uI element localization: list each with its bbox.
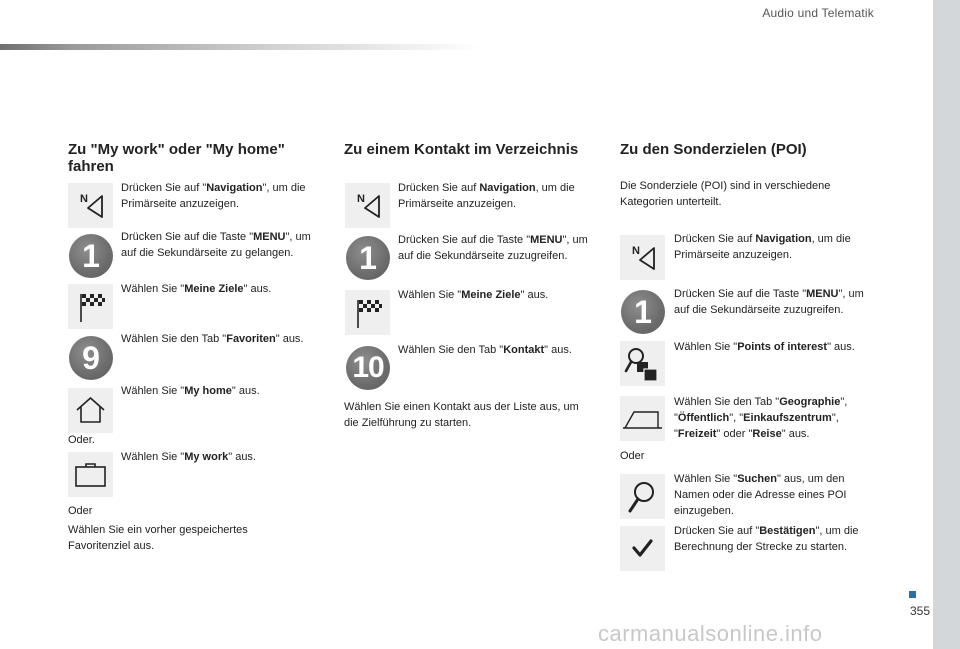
col1-final-text: Wählen Sie ein vorher gespeichertes Favoritenziel aus. xyxy=(68,524,248,552)
col2-step3: Wählen Sie "Meine Ziele" aus. xyxy=(398,289,549,301)
col2-step4: Wählen Sie den Tab "Kontakt" aus. xyxy=(398,344,572,356)
step-number-badge: 10 xyxy=(346,346,390,390)
navigation-icon xyxy=(68,183,113,228)
col3-intro: Die Sonderziele (POI) sind in verschiedene Kategorien unterteilt. xyxy=(620,180,831,208)
watermark-text: carmanualsonline.info xyxy=(598,621,823,646)
col3-step1: Drücken Sie auf Navigation, um die Primärseite anzuzeigen. xyxy=(674,233,851,261)
checkered-flag-icon xyxy=(345,290,390,335)
col1-step3: Wählen Sie "Meine Ziele" aus. xyxy=(121,283,272,295)
step-number-badge: 9 xyxy=(69,336,113,380)
page-edge-strip xyxy=(933,0,960,649)
col1-step2: Drücken Sie auf die Taste "MENU", um auf die Sekundärseite zu gelangen. xyxy=(121,231,311,259)
checkmark-icon xyxy=(620,526,665,571)
col2-title: Zu einem Kontakt im Verzeichnis xyxy=(344,141,579,158)
col2-final-text: Wählen Sie einen Kontakt aus der Liste aus, um die Zielführung zu starten. xyxy=(344,401,579,429)
col1-step6: Wählen Sie "My work" aus. xyxy=(121,451,256,463)
col3-step5: Wählen Sie "Suchen" aus, um den Namen oder die Adresse eines POI einzugeben. xyxy=(674,473,847,517)
col3-oder: Oder xyxy=(620,450,645,462)
col1-step4: Wählen Sie den Tab "Favoriten" aus. xyxy=(121,333,304,345)
col2-step2: Drücken Sie auf die Taste "MENU", um auf die Sekundärseite zuzugreifen. xyxy=(398,234,588,262)
col2-step1: Drücken Sie auf Navigation, um die Primärseite anzuzeigen. xyxy=(398,182,575,210)
step-number-badge: 1 xyxy=(621,290,665,334)
svg-text:N: N xyxy=(357,193,365,205)
step-number-badge: 1 xyxy=(346,236,390,280)
col1-step5: Wählen Sie "My home" aus. xyxy=(121,385,260,397)
svg-text:N: N xyxy=(632,245,640,257)
col1-oder-1: Oder. xyxy=(68,434,95,446)
home-icon xyxy=(68,388,113,433)
col3-title: Zu den Sonderzielen (POI) xyxy=(620,141,807,158)
navigation-icon xyxy=(345,183,390,228)
navigation-icon xyxy=(620,235,665,280)
col3-step6: Drücken Sie auf "Bestätigen", um die Berechnung der Strecke zu starten. xyxy=(674,525,859,553)
col1-step1: Drücken Sie auf "Navigation", um die Primärseite anzuzeigen. xyxy=(121,182,306,210)
points-of-interest-icon xyxy=(620,341,665,386)
col3-step4: Wählen Sie den Tab "Geographie", "Öffentlich", "Einkaufszentrum", "Freizeit" oder "Reise" aus. xyxy=(674,396,848,440)
col3-step3: Wählen Sie "Points of interest" aus. xyxy=(674,341,855,353)
header-gradient-bar xyxy=(0,44,480,50)
search-icon xyxy=(620,474,665,519)
col1-oder-2: Oder xyxy=(68,505,93,517)
checkered-flag-icon xyxy=(68,284,113,329)
step-number-badge: 1 xyxy=(69,234,113,278)
tab-icon xyxy=(620,396,665,441)
page-marker xyxy=(909,591,916,598)
col3-step2: Drücken Sie auf die Taste "MENU", um auf die Sekundärseite zuzugreifen. xyxy=(674,288,864,316)
col1-title: Zu "My work" oder "My home" fahren xyxy=(68,141,285,175)
section-title: Audio und Telematik xyxy=(762,6,874,20)
svg-text:N: N xyxy=(80,193,88,205)
briefcase-icon xyxy=(68,452,113,497)
page-number: 355 xyxy=(909,604,930,618)
